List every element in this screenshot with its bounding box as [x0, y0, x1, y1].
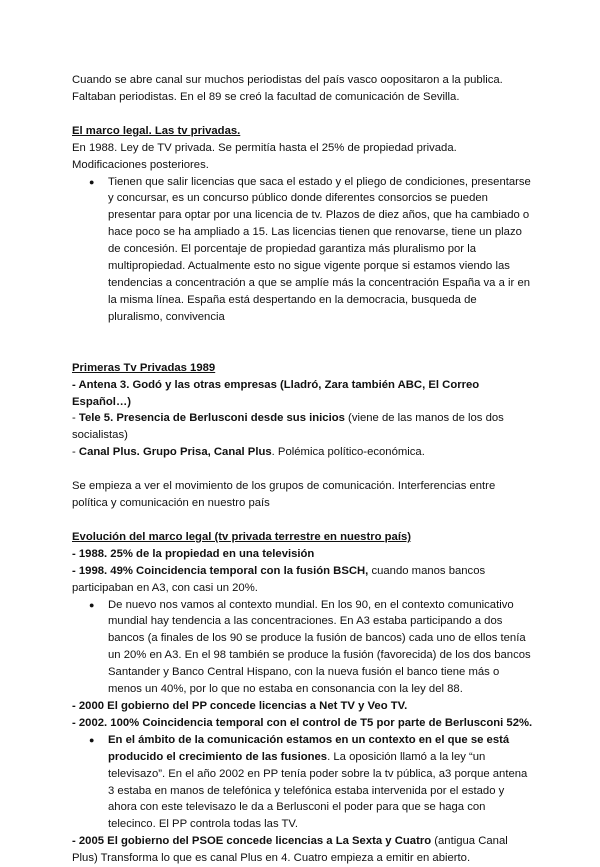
spacer: [72, 512, 534, 529]
marco-bullet-list: [72, 174, 534, 326]
evolucion-2002: [72, 715, 534, 732]
marco-bullet-text: Tienen que salir licencias que saca el estado y el pliego de condiciones, presentarse y concursar, es un concurso público donde diferentes consorcios se pueden presentar para optar por una licencia de tv. Plazos de diez años, que ha cambiado o hace poco se ha ampliado a 15. Las licencias tienen que renovarse, tiene un plazo de concesión. El porcentaje de propiedad garantiza más pluralismo por la multipropiedad. Actualmente esto no sigue vigente porque si estamos viendo las tendencias a concentración a que se amplíe más la concentración España va a ir en la misma línea. España está despertando en la democracia, busqueda de pluralismo, convivencia: [108, 175, 531, 323]
primeras-item-canalplus: [72, 444, 534, 461]
primeras-item-antena3: [72, 377, 534, 411]
evolucion-1988: [72, 546, 534, 563]
evolucion-1998: [72, 563, 534, 597]
evolucion-bullet-1-text: De nuevo nos vamos al contexto mundial. En los 90, en el contexto comunicativo mundial hay tendencia a las concentraciones. En A3 estaba participando a dos bancos (a finales de los 90 se produce la fusión de bancos) cada uno de ellos tenía un 20% en A3. En el 98 también se produce la fusión (favorecida) de los dos bancos Santander y Banco Central Hispano, con la nueva fusión el banco tiene más o menos un 40%, por lo que no estaba en consonancia con la ley del 88.: [108, 598, 531, 696]
list-item: [72, 174, 534, 326]
e2005-rest: (antigua Canal Plus) Transforma lo que es canal Plus en 4. Cuatro empieza a emitir en abierto.: [72, 835, 508, 865]
document-body: [72, 72, 534, 867]
canalplus-prefix: -: [72, 446, 79, 459]
primeras-paragraph: Se empieza a ver el movimiento de los grupos de comunicación. Interferencias entre política y comunicación en nuestro país: [72, 480, 496, 510]
evolucion-bullet-2-bold: En el ámbito de la comunicación estamos en un contexto en el que se está producido el crecimiento de las fusiones: [108, 733, 510, 763]
tele5-rest: (viene de las manos de los dos socialistas): [72, 412, 504, 442]
evolucion-bullet-list-1: [72, 597, 534, 698]
spacer: [72, 461, 534, 478]
bullet-icon: ●: [89, 599, 95, 610]
tele5-bold: Tele 5. Presencia de Berlusconi desde sus inicios: [78, 412, 345, 425]
intro-line-1: Cuando se abre canal sur muchos periodistas del país vasco oopositaron a la publica.: [72, 74, 503, 86]
section-heading-marco-legal: El marco legal. Las tv privadas.: [72, 124, 241, 137]
e2002-bold: - 2002. 100% Coincidencia temporal con el control de T5 por parte de Berlusconi 52%.: [72, 716, 533, 729]
tele5-prefix: -: [72, 412, 79, 425]
evolucion-2005: [72, 833, 534, 867]
evolucion-2000: [72, 698, 534, 715]
e1998-bold: - 1998. 49% Coincidencia temporal con la fusión BSCH,: [72, 564, 369, 577]
list-item: [72, 732, 534, 833]
primeras-item-tele5: [72, 410, 534, 444]
e2000-bold: - 2000 El gobierno del PP concede licencias a Net TV y Veo TV.: [72, 700, 408, 712]
section-heading-evolucion: Evolución del marco legal (tv privada terrestre en nuestro país): [72, 530, 412, 543]
e1988-bold: - 1988. 25% de la propiedad en una televisión: [72, 547, 315, 560]
intro-line-2: Faltaban periodistas. En el 89 se creó la facultad de comunicación de Sevilla.: [72, 90, 460, 103]
canalplus-rest: . Polémica político-económica.: [271, 446, 425, 459]
bullet-icon: ●: [89, 176, 95, 187]
evolucion-bullet-2-rest: . La oposición llamó a la ley “un televisazo”. En el año 2002 en PP tenía poder sobre la tv pública, a3 porque antena 3 estaba en manos de telefónica y telefónica estaba intervenida por el estado y ahora con este televisazo le da a Berlusconi el poder para que se haga con telecinco. El PP controla todas las TV.: [108, 750, 528, 831]
marco-paragraph: En 1988. Ley de TV privada. Se permitía hasta el 25% de propiedad privada. Modificaciones posteriores.: [72, 141, 457, 171]
e2005-bold: - 2005 El gobierno del PSOE concede licencias a La Sexta y Cuatro: [72, 835, 432, 848]
spacer: [72, 106, 534, 123]
list-item: [72, 597, 534, 698]
evolucion-bullet-list-2: [72, 732, 534, 833]
antena3-bold: - Antena 3. Godó y las otras empresas (Lladró, Zara también ABC, El Correo Español…): [72, 378, 480, 408]
canalplus-bold: Canal Plus. Grupo Prisa, Canal Plus: [78, 446, 272, 459]
spacer: [72, 326, 534, 360]
e1998-rest: cuando manos bancos participaban en A3, con casi un 20%.: [72, 564, 486, 594]
bullet-icon: ●: [89, 734, 95, 745]
section-heading-primeras-tv: Primeras Tv Privadas 1989: [72, 361, 216, 374]
